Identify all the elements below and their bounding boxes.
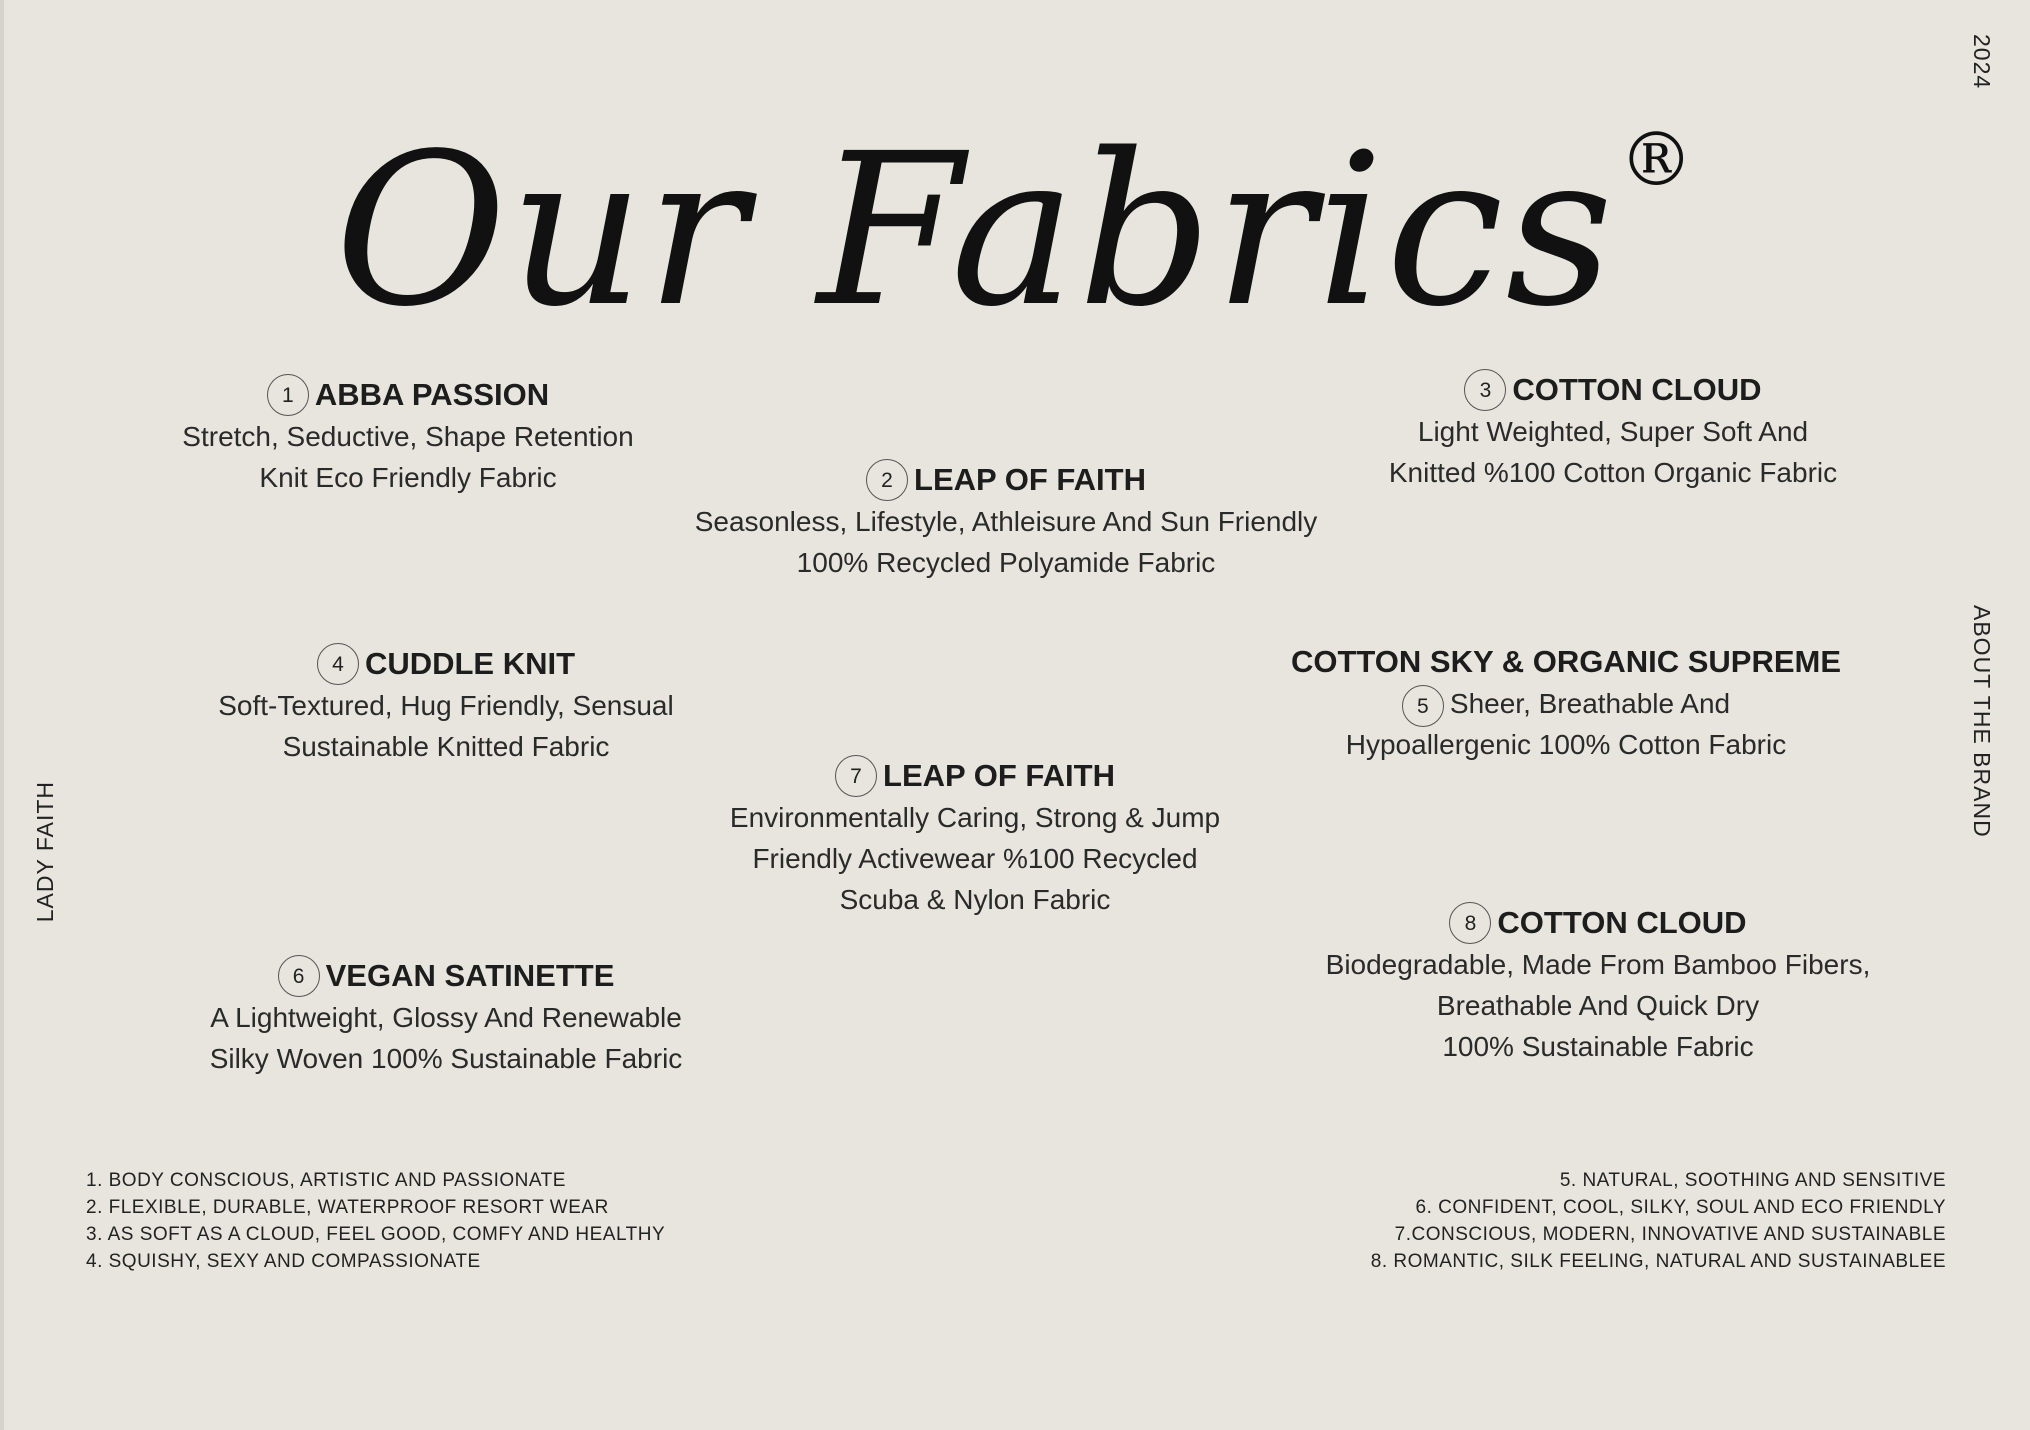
fabric-6: [96, 955, 796, 1079]
fabric-description: [96, 997, 796, 1079]
lady-faith-label: LADY FAITH: [32, 781, 58, 923]
fabric-notes-left: [86, 1167, 665, 1275]
fabric-desc-text: Sheer, Breathable And: [1449, 688, 1731, 719]
fabric-desc-line: Knit Eco Friendly Fabric: [259, 462, 557, 493]
fabric-4: [96, 643, 796, 767]
fabric-number: 3: [1464, 369, 1506, 411]
fabric-desc-line: Seasonless, Lifestyle, Athleisure And Sun Friendly: [694, 506, 1318, 537]
fabric-desc-line: 100% Sustainable Fabric: [1442, 1031, 1754, 1062]
fabric-description: [1216, 683, 1916, 765]
fabric-desc-line: Breathable And Quick Dry: [1436, 990, 1760, 1021]
fabric-desc-line: Knitted %100 Cotton Organic Fabric: [1388, 457, 1838, 488]
fabric-heading: [1248, 902, 1948, 944]
fabric-name: ABBA PASSION: [314, 377, 550, 412]
fabric-name: COTTON CLOUD: [1497, 905, 1747, 940]
fabric-number: 8: [1449, 902, 1491, 944]
note-line: 4. SQUISHY, SEXY AND COMPASSIONATE: [86, 1251, 481, 1272]
fabric-name: COTTON CLOUD: [1512, 372, 1762, 407]
fabric-2: [656, 459, 1356, 583]
fabric-desc-line: Scuba & Nylon Fabric: [839, 884, 1111, 915]
fabric-number: 1: [267, 374, 309, 416]
fabric-1: [58, 374, 758, 498]
fabric-name: COTTON SKY & ORGANIC SUPREME: [1290, 644, 1842, 679]
about-the-brand-label: ABOUT THE BRAND: [1969, 605, 1995, 838]
fabric-number: 2: [866, 459, 908, 501]
fabric-heading: [96, 955, 796, 997]
fabric-desc-line: 100% Recycled Polyamide Fabric: [796, 547, 1216, 578]
fabric-desc-line: Friendly Activewear %100 Recycled: [752, 843, 1198, 874]
fabric-name: VEGAN SATINETTE: [325, 958, 615, 993]
fabric-7: [625, 755, 1325, 920]
fabric-3: [1263, 369, 1963, 493]
fabric-description: [1248, 944, 1948, 1067]
fabric-notes-right: [1371, 1167, 1946, 1275]
note-line: 7.CONSCIOUS, MODERN, INNOVATIVE AND SUSTAINABLE: [1394, 1224, 1946, 1245]
fabric-desc-line: [1216, 683, 1916, 724]
registered-mark: ®: [1619, 117, 1696, 203]
fabric-description: [625, 797, 1325, 920]
fabric-desc-line: Biodegradable, Made From Bamboo Fibers,: [1325, 949, 1871, 980]
note-line: 6. CONFIDENT, COOL, SILKY, SOUL AND ECO FRIENDLY: [1415, 1197, 1946, 1218]
fabric-description: [58, 416, 758, 498]
fabric-5: [1216, 641, 1916, 765]
fabric-desc-line: Stretch, Seductive, Shape Retention: [182, 421, 634, 452]
fabric-number: 6: [278, 955, 320, 997]
fabric-desc-line: A Lightweight, Glossy And Renewable: [210, 1002, 682, 1033]
fabric-heading: [96, 643, 796, 685]
fabric-description: [1263, 411, 1963, 493]
fabric-number: 5: [1402, 685, 1444, 727]
fabric-heading: [1263, 369, 1963, 411]
year-label: 2024: [1969, 34, 1995, 90]
fabric-name: CUDDLE KNIT: [364, 646, 576, 681]
note-line: 3. AS SOFT AS A CLOUD, FEEL GOOD, COMFY AND HEALTHY: [86, 1224, 666, 1245]
fabric-desc-line: Hypoallergenic 100% Cotton Fabric: [1345, 729, 1787, 760]
page-title: [0, 40, 2030, 351]
fabric-heading: [58, 374, 758, 416]
title-text: Our Fabrics: [334, 108, 1616, 353]
fabric-8: [1248, 902, 1948, 1067]
note-line: 2. FLEXIBLE, DURABLE, WATERPROOF RESORT WEAR: [86, 1197, 609, 1218]
fabric-description: [656, 501, 1356, 583]
fabric-name: LEAP OF FAITH: [883, 758, 1115, 793]
fabric-number: 4: [317, 643, 359, 685]
fabric-desc-line: Soft-Textured, Hug Friendly, Sensual: [218, 690, 674, 721]
fabric-heading: [656, 459, 1356, 501]
note-line: 5. NATURAL, SOOTHING AND SENSITIVE: [1559, 1170, 1946, 1191]
note-line: 1. BODY CONSCIOUS, ARTISTIC AND PASSIONATE: [86, 1170, 566, 1191]
fabric-desc-line: Environmentally Caring, Strong & Jump: [729, 802, 1221, 833]
note-line: 8. ROMANTIC, SILK FEELING, NATURAL AND SUSTAINABLEE: [1370, 1251, 1946, 1272]
fabric-name: LEAP OF FAITH: [914, 462, 1146, 497]
fabric-desc-line: Silky Woven 100% Sustainable Fabric: [209, 1043, 683, 1074]
fabric-desc-line: Sustainable Knitted Fabric: [282, 731, 610, 762]
fabric-number: 7: [835, 755, 877, 797]
fabric-heading: [625, 755, 1325, 797]
fabric-desc-line: Light Weighted, Super Soft And: [1417, 416, 1809, 447]
